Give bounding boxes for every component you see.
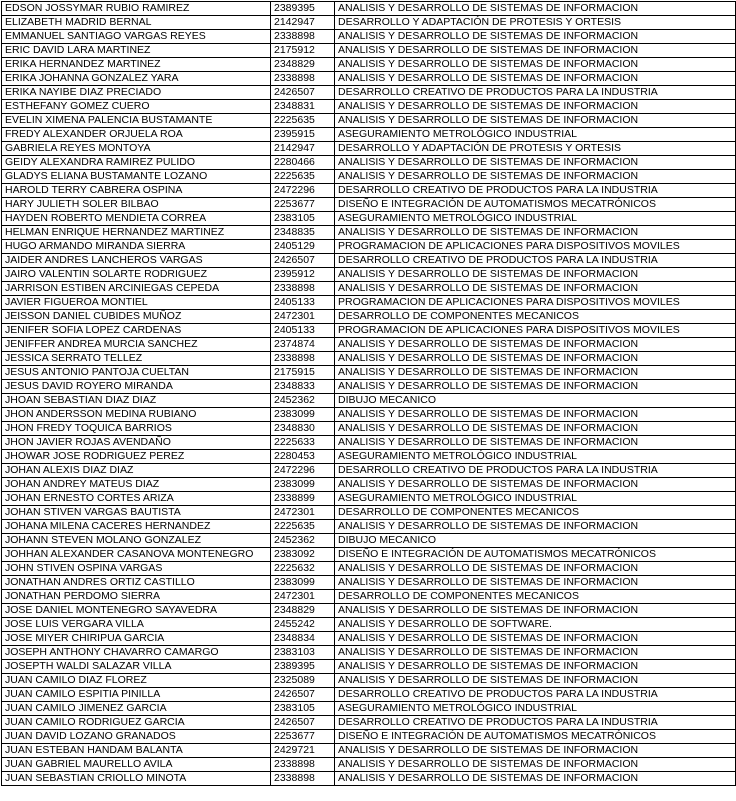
program-name-cell: DISEÑO E INTEGRACIÓN DE AUTOMATISMOS MECATRÓNICOS [335, 548, 736, 562]
table-row [2, 170, 736, 184]
student-name-cell: JHOAN SEBASTIAN DIAZ DIAZ [2, 394, 271, 408]
student-name-cell: ERIKA NAYIBE DIAZ PRECIADO [2, 86, 271, 100]
table-row [2, 730, 736, 744]
student-name-cell: JOHAN ERNESTO CORTES ARIZA [2, 492, 271, 506]
student-name-cell: JOHANN STEVEN MOLANO GONZALEZ [2, 534, 271, 548]
student-name-cell: ERIKA JOHANNA GONZALEZ YARA [2, 72, 271, 86]
table-row [2, 240, 736, 254]
table-row [2, 100, 736, 114]
student-name-cell: GABRIELA REYES MONTOYA [2, 142, 271, 156]
program-name-cell: ANALISIS Y DESARROLLO DE SOFTWARE. [335, 618, 736, 632]
program-name-cell: DESARROLLO DE COMPONENTES MECANICOS [335, 310, 736, 324]
course-code-cell: 2253677 [271, 730, 335, 744]
table-row [2, 184, 736, 198]
program-name-cell: ANALISIS Y DESARROLLO DE SISTEMAS DE INFORMACION [335, 72, 736, 86]
program-name-cell: PROGRAMACION DE APLICACIONES PARA DISPOSITIVOS MOVILES [335, 240, 736, 254]
program-name-cell: ANALISIS Y DESARROLLO DE SISTEMAS DE INFORMACION [335, 352, 736, 366]
program-name-cell: ANALISIS Y DESARROLLO DE SISTEMAS DE INFORMACION [335, 646, 736, 660]
program-name-cell: ANALISIS Y DESARROLLO DE SISTEMAS DE INFORMACION [335, 436, 736, 450]
program-name-cell: DESARROLLO CREATIVO DE PRODUCTOS PARA LA INDUSTRIA [335, 86, 736, 100]
table-row [2, 464, 736, 478]
course-code-cell: 2452362 [271, 394, 335, 408]
program-name-cell: DESARROLLO Y ADAPTACIÓN DE PROTESIS Y ORTESIS [335, 16, 736, 30]
course-code-cell: 2405133 [271, 296, 335, 310]
table-row [2, 324, 736, 338]
program-name-cell: DESARROLLO CREATIVO DE PRODUCTOS PARA LA INDUSTRIA [335, 254, 736, 268]
program-name-cell: ANALISIS Y DESARROLLO DE SISTEMAS DE INFORMACION [335, 674, 736, 688]
student-name-cell: JAIDER ANDRES LANCHEROS VARGAS [2, 254, 271, 268]
table-row [2, 114, 736, 128]
course-code-cell: 2225635 [271, 114, 335, 128]
table-row [2, 604, 736, 618]
program-name-cell: DISEÑO E INTEGRACIÓN DE AUTOMATISMOS MECATRÓNICOS [335, 198, 736, 212]
table-row [2, 310, 736, 324]
course-code-cell: 2225632 [271, 562, 335, 576]
table-body [2, 2, 736, 786]
table-row [2, 128, 736, 142]
student-name-cell: JUAN CAMILO JIMENEZ GARCIA [2, 702, 271, 716]
student-name-cell: JOSEPH ANTHONY CHAVARRO CAMARGO [2, 646, 271, 660]
program-name-cell: ANALISIS Y DESARROLLO DE SISTEMAS DE INFORMACION [335, 478, 736, 492]
student-name-cell: JAVIER FIGUEROA MONTIEL [2, 296, 271, 310]
program-name-cell: ANALISIS Y DESARROLLO DE SISTEMAS DE INFORMACION [335, 58, 736, 72]
table-row [2, 716, 736, 730]
table-row [2, 674, 736, 688]
course-code-cell: 2383099 [271, 576, 335, 590]
student-name-cell: ELIZABETH MADRID BERNAL [2, 16, 271, 30]
table-row [2, 758, 736, 772]
course-code-cell: 2395915 [271, 128, 335, 142]
student-name-cell: JOHAN STIVEN VARGAS BAUTISTA [2, 506, 271, 520]
student-name-cell: JOSE MIYER CHIRIPUA GARCIA [2, 632, 271, 646]
student-name-cell: HUGO ARMANDO MIRANDA SIERRA [2, 240, 271, 254]
student-name-cell: JOHN STIVEN OSPINA VARGAS [2, 562, 271, 576]
table-row [2, 44, 736, 58]
table-row [2, 422, 736, 436]
program-name-cell: DESARROLLO CREATIVO DE PRODUCTOS PARA LA INDUSTRIA [335, 464, 736, 478]
student-name-cell: HAROLD TERRY CABRERA OSPINA [2, 184, 271, 198]
table-row [2, 338, 736, 352]
course-code-cell: 2383103 [271, 646, 335, 660]
student-name-cell: EVELIN XIMENA PALENCIA BUSTAMANTE [2, 114, 271, 128]
program-name-cell: ANALISIS Y DESARROLLO DE SISTEMAS DE INFORMACION [335, 632, 736, 646]
course-code-cell: 2389395 [271, 660, 335, 674]
course-code-cell: 2142947 [271, 142, 335, 156]
table-row [2, 268, 736, 282]
student-name-cell: JONATHAN ANDRES ORTIZ CASTILLO [2, 576, 271, 590]
course-code-cell: 2426507 [271, 716, 335, 730]
program-name-cell: DESARROLLO CREATIVO DE PRODUCTOS PARA LA INDUSTRIA [335, 184, 736, 198]
course-code-cell: 2426507 [271, 254, 335, 268]
table-row [2, 198, 736, 212]
table-row [2, 2, 736, 16]
course-code-cell: 2348829 [271, 604, 335, 618]
student-name-cell: JOSEPTH WALDI SALAZAR VILLA [2, 660, 271, 674]
course-code-cell: 2175912 [271, 44, 335, 58]
table-row [2, 380, 736, 394]
course-code-cell: 2338898 [271, 352, 335, 366]
program-name-cell: ANALISIS Y DESARROLLO DE SISTEMAS DE INFORMACION [335, 268, 736, 282]
table-row [2, 226, 736, 240]
table-row [2, 86, 736, 100]
course-code-cell: 2338898 [271, 282, 335, 296]
program-name-cell: ANALISIS Y DESARROLLO DE SISTEMAS DE INFORMACION [335, 44, 736, 58]
program-name-cell: ANALISIS Y DESARROLLO DE SISTEMAS DE INFORMACION [335, 758, 736, 772]
course-code-cell: 2405133 [271, 324, 335, 338]
table-row [2, 534, 736, 548]
course-code-cell: 2472301 [271, 506, 335, 520]
course-code-cell: 2383092 [271, 548, 335, 562]
program-name-cell: ANALISIS Y DESARROLLO DE SISTEMAS DE INFORMACION [335, 2, 736, 16]
student-name-cell: JOHHAN ALEXANDER CASANOVA MONTENEGRO [2, 548, 271, 562]
table-row [2, 72, 736, 86]
student-name-cell: JUAN DAVID LOZANO GRANADOS [2, 730, 271, 744]
table-row [2, 492, 736, 506]
student-name-cell: JESSICA SERRATO TELLEZ [2, 352, 271, 366]
student-name-cell: GLADYS ELIANA BUSTAMANTE LOZANO [2, 170, 271, 184]
course-code-cell: 2225635 [271, 170, 335, 184]
table-row [2, 646, 736, 660]
table-row [2, 436, 736, 450]
table-row [2, 282, 736, 296]
table-row [2, 590, 736, 604]
student-name-cell: JHON ANDERSSON MEDINA RUBIANO [2, 408, 271, 422]
table-row [2, 30, 736, 44]
student-name-cell: EDSON JOSSYMAR RUBIO RAMIREZ [2, 2, 271, 16]
student-name-cell: ERIC DAVID LARA MARTINEZ [2, 44, 271, 58]
student-name-cell: JUAN ESTEBAN HANDAM BALANTA [2, 744, 271, 758]
student-name-cell: JOHANA MILENA CACERES HERNANDEZ [2, 520, 271, 534]
course-code-cell: 2348833 [271, 380, 335, 394]
student-name-cell: JAIRO VALENTIN SOLARTE RODRIGUEZ [2, 268, 271, 282]
table-row [2, 366, 736, 380]
course-code-cell: 2426507 [271, 688, 335, 702]
program-name-cell: ANALISIS Y DESARROLLO DE SISTEMAS DE INFORMACION [335, 520, 736, 534]
student-name-cell: JUAN CAMILO RODRIGUEZ GARCIA [2, 716, 271, 730]
table-row [2, 352, 736, 366]
course-code-cell: 2348834 [271, 632, 335, 646]
table-row [2, 520, 736, 534]
student-name-cell: JHON JAVIER ROJAS AVENDAÑO [2, 436, 271, 450]
program-name-cell: ANALISIS Y DESARROLLO DE SISTEMAS DE INFORMACION [335, 576, 736, 590]
course-code-cell: 2383099 [271, 408, 335, 422]
course-code-cell: 2338898 [271, 72, 335, 86]
course-code-cell: 2253677 [271, 198, 335, 212]
program-name-cell: ANALISIS Y DESARROLLO DE SISTEMAS DE INFORMACION [335, 422, 736, 436]
program-name-cell: DESARROLLO DE COMPONENTES MECANICOS [335, 506, 736, 520]
course-code-cell: 2389395 [271, 2, 335, 16]
program-name-cell: ANALISIS Y DESARROLLO DE SISTEMAS DE INFORMACION [335, 226, 736, 240]
student-name-cell: JESUS ANTONIO PANTOJA CUELTAN [2, 366, 271, 380]
program-name-cell: ANALISIS Y DESARROLLO DE SISTEMAS DE INFORMACION [335, 366, 736, 380]
student-name-cell: ERIKA HERNANDEZ MARTINEZ [2, 58, 271, 72]
student-name-cell: JOHAN ALEXIS DIAZ DIAZ [2, 464, 271, 478]
program-name-cell: DESARROLLO CREATIVO DE PRODUCTOS PARA LA INDUSTRIA [335, 688, 736, 702]
student-name-cell: HELMAN ENRIQUE HERNANDEZ MARTINEZ [2, 226, 271, 240]
student-name-cell: HARY JULIETH SOLER BILBAO [2, 198, 271, 212]
course-code-cell: 2383105 [271, 702, 335, 716]
table-row [2, 394, 736, 408]
program-name-cell: ASEGURAMIENTO METROLÓGICO INDUSTRIAL [335, 702, 736, 716]
table-row [2, 254, 736, 268]
program-name-cell: ANALISIS Y DESARROLLO DE SISTEMAS DE INFORMACION [335, 338, 736, 352]
student-name-cell: FREDY ALEXANDER ORJUELA ROA [2, 128, 271, 142]
program-name-cell: DISEÑO E INTEGRACIÓN DE AUTOMATISMOS MECATRÓNICOS [335, 730, 736, 744]
program-name-cell: ANALISIS Y DESARROLLO DE SISTEMAS DE INFORMACION [335, 100, 736, 114]
course-code-cell: 2225633 [271, 436, 335, 450]
student-name-cell: JUAN GABRIEL MAURELLO AVILA [2, 758, 271, 772]
student-name-cell: JUAN CAMILO DIAZ FLOREZ [2, 674, 271, 688]
program-name-cell: ANALISIS Y DESARROLLO DE SISTEMAS DE INFORMACION [335, 30, 736, 44]
student-name-cell: HAYDEN ROBERTO MENDIETA CORREA [2, 212, 271, 226]
program-name-cell: ANALISIS Y DESARROLLO DE SISTEMAS DE INFORMACION [335, 660, 736, 674]
table-row [2, 450, 736, 464]
table-row [2, 212, 736, 226]
student-name-cell: JOSE DANIEL MONTENEGRO SAYAVEDRA [2, 604, 271, 618]
program-name-cell: ASEGURAMIENTO METROLÓGICO INDUSTRIAL [335, 492, 736, 506]
course-code-cell: 2472296 [271, 184, 335, 198]
table-row [2, 562, 736, 576]
program-name-cell: DIBUJO MECANICO [335, 394, 736, 408]
table-row [2, 744, 736, 758]
course-code-cell: 2405129 [271, 240, 335, 254]
program-name-cell: ANALISIS Y DESARROLLO DE SISTEMAS DE INFORMACION [335, 156, 736, 170]
course-code-cell: 2472301 [271, 590, 335, 604]
course-code-cell: 2348831 [271, 100, 335, 114]
table-row [2, 660, 736, 674]
program-name-cell: PROGRAMACION DE APLICACIONES PARA DISPOSITIVOS MOVILES [335, 296, 736, 310]
program-name-cell: DESARROLLO DE COMPONENTES MECANICOS [335, 590, 736, 604]
student-name-cell: JEISSON DANIEL CUBIDES MUÑOZ [2, 310, 271, 324]
table-row [2, 632, 736, 646]
student-name-cell: JOHAN ANDREY MATEUS DIAZ [2, 478, 271, 492]
course-code-cell: 2338898 [271, 758, 335, 772]
course-code-cell: 2325089 [271, 674, 335, 688]
student-name-cell: JUAN CAMILO ESPITIA PINILLA [2, 688, 271, 702]
student-name-cell: JENIFFER ANDREA MURCIA SANCHEZ [2, 338, 271, 352]
program-name-cell: ASEGURAMIENTO METROLÓGICO INDUSTRIAL [335, 128, 736, 142]
student-name-cell: GEIDY ALEXANDRA RAMIREZ PULIDO [2, 156, 271, 170]
student-name-cell: JENIFER SOFIA LOPEZ CARDENAS [2, 324, 271, 338]
course-code-cell: 2338899 [271, 492, 335, 506]
student-name-cell: EMMANUEL SANTIAGO VARGAS REYES [2, 30, 271, 44]
table-row [2, 16, 736, 30]
student-name-cell: JOSE LUIS VERGARA VILLA [2, 618, 271, 632]
program-name-cell: DESARROLLO Y ADAPTACIÓN DE PROTESIS Y ORTESIS [335, 142, 736, 156]
course-code-cell: 2225635 [271, 520, 335, 534]
course-code-cell: 2395912 [271, 268, 335, 282]
course-code-cell: 2383105 [271, 212, 335, 226]
course-code-cell: 2472301 [271, 310, 335, 324]
program-name-cell: DIBUJO MECANICO [335, 534, 736, 548]
course-code-cell: 2455242 [271, 618, 335, 632]
table-row [2, 548, 736, 562]
course-code-cell: 2472296 [271, 464, 335, 478]
student-name-cell: JHON FREDY TOQUICA BARRIOS [2, 422, 271, 436]
student-table [1, 1, 736, 786]
course-code-cell: 2280466 [271, 156, 335, 170]
program-name-cell: ANALISIS Y DESARROLLO DE SISTEMAS DE INFORMACION [335, 408, 736, 422]
table-row [2, 576, 736, 590]
student-name-cell: JUAN SEBASTIAN CRIOLLO MINOTA [2, 772, 271, 786]
course-code-cell: 2338898 [271, 30, 335, 44]
program-name-cell: ASEGURAMIENTO METROLÓGICO INDUSTRIAL [335, 212, 736, 226]
course-code-cell: 2142947 [271, 16, 335, 30]
course-code-cell: 2348835 [271, 226, 335, 240]
program-name-cell: ANALISIS Y DESARROLLO DE SISTEMAS DE INFORMACION [335, 114, 736, 128]
table-row [2, 478, 736, 492]
table-row [2, 506, 736, 520]
student-name-cell: JONATHAN PERDOMO SIERRA [2, 590, 271, 604]
program-name-cell: PROGRAMACION DE APLICACIONES PARA DISPOSITIVOS MOVILES [335, 324, 736, 338]
program-name-cell: ANALISIS Y DESARROLLO DE SISTEMAS DE INFORMACION [335, 562, 736, 576]
course-code-cell: 2175915 [271, 366, 335, 380]
program-name-cell: ANALISIS Y DESARROLLO DE SISTEMAS DE INFORMACION [335, 772, 736, 786]
table-row [2, 296, 736, 310]
course-code-cell: 2338898 [271, 772, 335, 786]
program-name-cell: ANALISIS Y DESARROLLO DE SISTEMAS DE INFORMACION [335, 380, 736, 394]
program-name-cell: DESARROLLO CREATIVO DE PRODUCTOS PARA LA INDUSTRIA [335, 716, 736, 730]
course-code-cell: 2374874 [271, 338, 335, 352]
table-row [2, 702, 736, 716]
student-name-cell: JARRISON ESTIBEN ARCINIEGAS CEPEDA [2, 282, 271, 296]
table-row [2, 58, 736, 72]
table-row [2, 408, 736, 422]
course-code-cell: 2452362 [271, 534, 335, 548]
program-name-cell: ASEGURAMIENTO METROLÓGICO INDUSTRIAL [335, 450, 736, 464]
program-name-cell: ANALISIS Y DESARROLLO DE SISTEMAS DE INFORMACION [335, 744, 736, 758]
table-row [2, 688, 736, 702]
student-name-cell: ESTHEFANY GOMEZ CUERO [2, 100, 271, 114]
table-row [2, 618, 736, 632]
course-code-cell: 2280453 [271, 450, 335, 464]
course-code-cell: 2348830 [271, 422, 335, 436]
program-name-cell: ANALISIS Y DESARROLLO DE SISTEMAS DE INFORMACION [335, 604, 736, 618]
table-row [2, 142, 736, 156]
table-row [2, 156, 736, 170]
program-name-cell: ANALISIS Y DESARROLLO DE SISTEMAS DE INFORMACION [335, 170, 736, 184]
program-name-cell: ANALISIS Y DESARROLLO DE SISTEMAS DE INFORMACION [335, 282, 736, 296]
course-code-cell: 2426507 [271, 86, 335, 100]
course-code-cell: 2383099 [271, 478, 335, 492]
student-name-cell: JESUS DAVID ROYERO MIRANDA [2, 380, 271, 394]
course-code-cell: 2348829 [271, 58, 335, 72]
student-name-cell: JHOWAR JOSE RODRIGUEZ PEREZ [2, 450, 271, 464]
table-row [2, 772, 736, 786]
course-code-cell: 2429721 [271, 744, 335, 758]
